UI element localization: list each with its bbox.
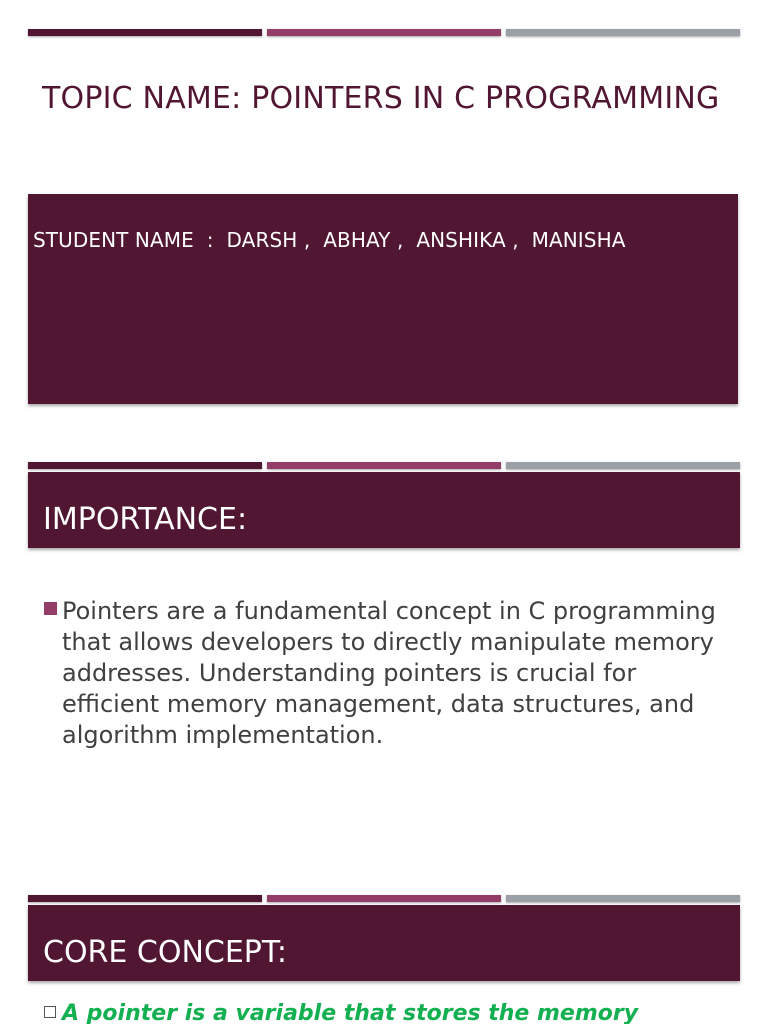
stripe-segment-mauve [267,29,501,36]
hollow-square-bullet-icon [44,1006,56,1018]
student-names: STUDENT NAME : DARSH , ABHAY , ANSHIKA , MANISHA [33,228,626,252]
stripe-segment-mauve [267,462,501,469]
top-accent-stripe [28,29,740,36]
importance-header-bar [28,472,740,548]
importance-heading: IMPORTANCE: [43,502,248,537]
stripe-segment-dark [28,895,262,902]
square-bullet-icon [44,602,57,615]
section-accent-stripe [28,462,740,469]
stripe-segment-mauve [267,895,501,902]
core-concept-header-bar [28,905,740,981]
stripe-segment-dark [28,29,262,36]
core-concept-bullet-text: A pointer is a variable that stores the memory [62,1001,639,1024]
core-concept-heading: CORE CONCEPT: [43,935,288,970]
stripe-segment-gray [506,462,740,469]
student-names-box [28,194,738,404]
section-accent-stripe [28,895,740,902]
stripe-segment-gray [506,29,740,36]
importance-bullet-text: Pointers are a fundamental concept in C programming that allows developers to directly manipulate memory addresses. Understanding pointers is crucial for efficient memory management, data structures, and algorithm implementation. [62,597,716,749]
stripe-segment-gray [506,895,740,902]
stripe-segment-dark [28,462,262,469]
slide-title: TOPIC NAME: POINTERS IN C PROGRAMMING [42,81,720,116]
